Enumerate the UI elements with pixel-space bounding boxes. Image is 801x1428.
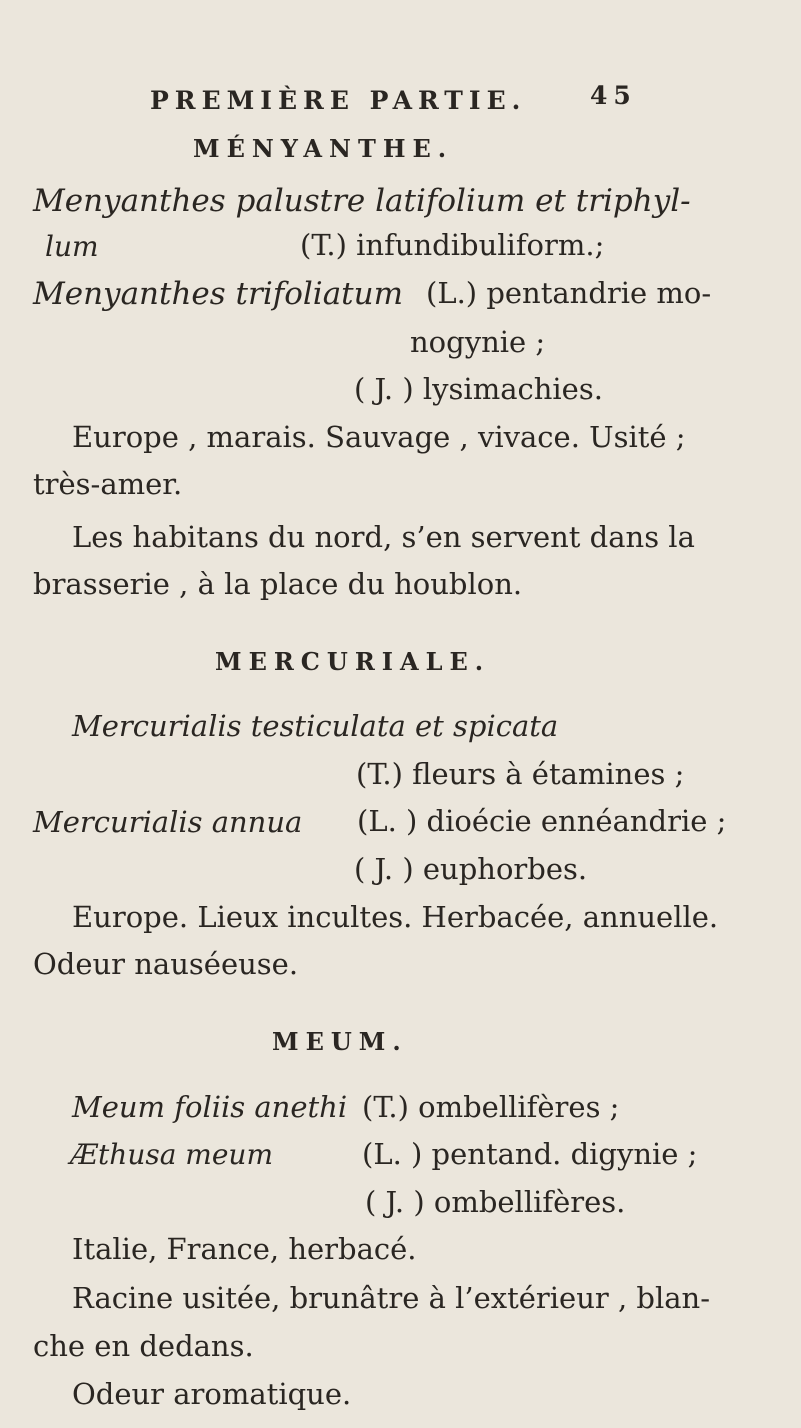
text-line: Italie, France, herbacé. bbox=[72, 1232, 417, 1266]
text-line: lum bbox=[45, 230, 99, 263]
text-line: brasserie , à la place du houblon. bbox=[33, 567, 523, 601]
text-line: Meum foliis anethi bbox=[72, 1090, 348, 1124]
text-line: Odeur nauséeuse. bbox=[33, 947, 299, 981]
text-line: (T.) ombellifères ; bbox=[362, 1090, 620, 1124]
text-line: (T.) infundibuliform.; bbox=[300, 228, 605, 262]
text-line: che en dedans. bbox=[33, 1329, 254, 1363]
text-line: (L.) pentandrie mo- bbox=[426, 276, 712, 310]
text-line: Mercurialis annua bbox=[33, 805, 303, 839]
text-line: ( J. ) euphorbes. bbox=[354, 852, 588, 886]
text-line: Mercurialis testiculata et spicata bbox=[72, 709, 559, 743]
text-line: Les habitans du nord, s’en servent dans la bbox=[72, 520, 695, 554]
text-line: nogynie ; bbox=[410, 325, 546, 359]
section-title-menyanthe: MÉNYANTHE. bbox=[193, 134, 454, 163]
text-line: Europe. Lieux incultes. Herbacée, annuelle. bbox=[72, 900, 719, 934]
text-line: très-amer. bbox=[33, 467, 183, 501]
text-line: ( J. ) lysimachies. bbox=[354, 372, 603, 406]
running-title: PREMIÈRE PARTIE. bbox=[150, 86, 527, 115]
text-line: (L. ) pentand. digynie ; bbox=[362, 1137, 698, 1171]
text-line: (T.) fleurs à étamines ; bbox=[356, 757, 685, 791]
text-line: (L. ) dioécie ennéandrie ; bbox=[357, 804, 727, 838]
text-line: Odeur aromatique. bbox=[72, 1377, 352, 1411]
section-title-mercuriale: MERCURIALE. bbox=[215, 647, 491, 676]
text-line: Menyanthes palustre latifolium et triphyl- bbox=[33, 183, 691, 219]
text-line: Menyanthes trifoliatum bbox=[33, 276, 404, 312]
section-title-meum: MEUM. bbox=[272, 1027, 408, 1056]
text-line: ( J. ) ombellifères. bbox=[365, 1185, 626, 1219]
text-line: Æthusa meum bbox=[70, 1138, 274, 1171]
text-line: Europe , marais. Sauvage , vivace. Usité ; bbox=[72, 420, 686, 454]
page-number: 45 bbox=[590, 81, 637, 110]
text-line: Racine usitée, brunâtre à l’extérieur , blan- bbox=[72, 1281, 711, 1315]
